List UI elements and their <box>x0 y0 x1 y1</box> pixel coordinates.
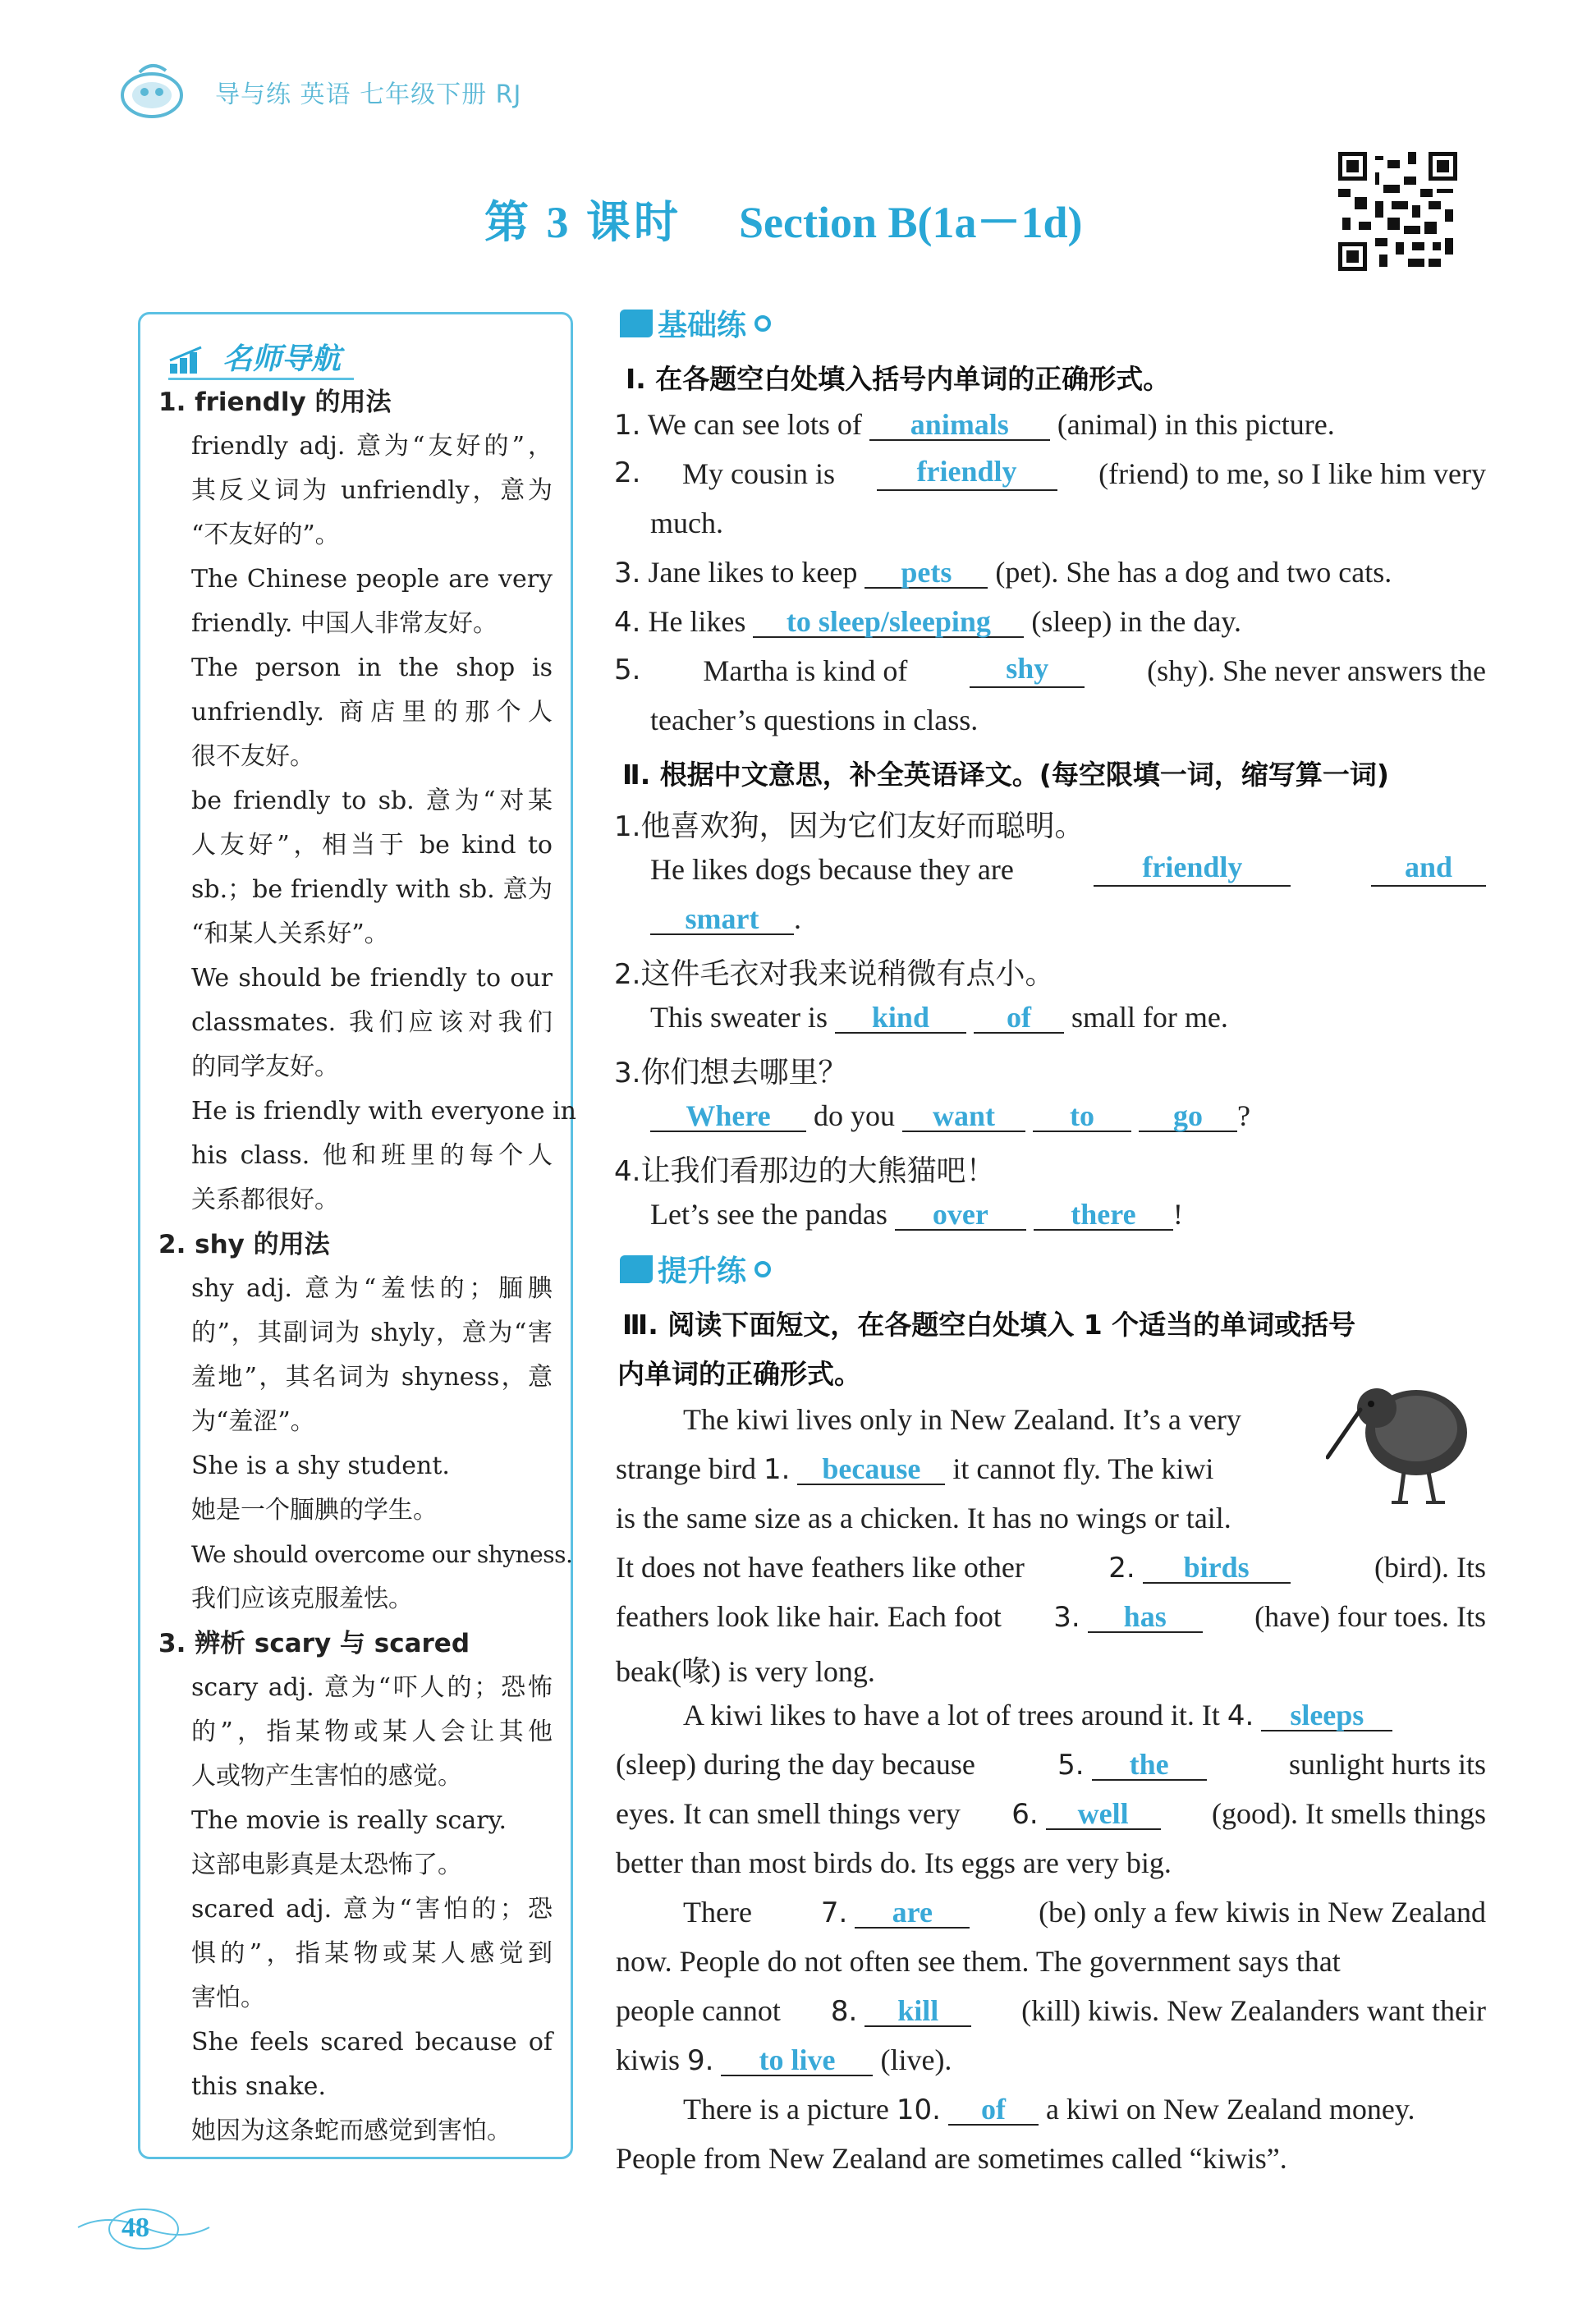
blank-number: 3. <box>1053 1601 1080 1634</box>
guide-line: We should be friendly to our <box>191 964 553 993</box>
advanced-practice-label: 提升练 <box>658 1254 747 1288</box>
chinese-sentence: 这件毛衣对我来说稍微有点小。 <box>640 957 1055 991</box>
guide-line: We should overcome our shyness. <box>191 1541 573 1568</box>
punctuation: ? <box>1237 1099 1250 1132</box>
answer-blank[interactable]: smart <box>650 904 794 935</box>
chinese-sentence: 让我们看那边的大熊猫吧！ <box>640 1154 996 1188</box>
teacher-guide-box <box>138 312 576 2159</box>
lesson-label: 第 3 课时 <box>484 198 681 247</box>
question-text: This sweater is <box>650 1001 828 1034</box>
question-text: (animal) in this picture. <box>1057 408 1335 441</box>
guide-heading-text: 名师导航 <box>222 342 342 376</box>
answer-blank[interactable]: friendly <box>1094 852 1291 887</box>
guide-line: 关系都很好。 <box>191 1186 339 1214</box>
q5-line <box>614 654 1486 688</box>
passage-text: There <box>683 1896 752 1929</box>
q1-line <box>614 407 1335 442</box>
passage-line <box>683 2092 1415 2126</box>
passage-text: A kiwi likes to have a lot of trees around it. It <box>683 1699 1220 1731</box>
guide-line: The movie is really scary. <box>191 1806 507 1835</box>
blank-number: 6. <box>1011 1798 1039 1831</box>
question-number: 1. <box>614 409 641 442</box>
section-marker-icon <box>620 310 653 337</box>
question-text: (shy). She never answers the <box>1147 654 1486 687</box>
blank-number: 1. <box>763 1453 791 1486</box>
passage-text: feathers look like hair. Each foot <box>616 1600 1002 1633</box>
q5-continuation: teacher’s questions in class. <box>650 704 979 736</box>
advanced-practice-heading <box>620 1248 771 1290</box>
passage-line <box>683 1895 1486 1929</box>
passage-text: (sleep) during the day because <box>616 1748 975 1781</box>
passage-text: kiwis <box>616 2043 681 2076</box>
passage-line <box>616 2043 952 2077</box>
part-3-instructions-cont: 内单词的正确形式。 <box>617 1358 861 1390</box>
passage-line <box>616 1747 1486 1782</box>
q4-line <box>614 604 1241 639</box>
part-1-instructions: Ⅰ. 在各题空白处填入括号内单词的正确形式。 <box>626 363 1171 395</box>
passage-text: people cannot <box>616 1994 781 2027</box>
blank-number: 5. <box>1057 1749 1085 1782</box>
page-number <box>74 2204 213 2254</box>
answer-blank[interactable]: kill <box>864 1996 971 2027</box>
t1-chinese <box>614 803 1084 845</box>
mascot-logo-icon <box>115 56 189 130</box>
guide-line: 她因为这条蛇而感觉到害怕。 <box>191 2117 511 2145</box>
guide-line: his class. 他和班里的每个人 <box>191 1141 553 1170</box>
guide-line: be friendly to sb. 意为“对某 <box>191 787 553 815</box>
answer-blank[interactable]: well <box>1046 1799 1161 1830</box>
passage-line: People from New Zealand are sometimes called “kiwis”. <box>616 2142 1287 2175</box>
guide-heading <box>168 336 354 380</box>
answer-blank[interactable]: are <box>855 1897 970 1929</box>
blank-number: 2. <box>1108 1552 1135 1585</box>
question-text: small for me. <box>1071 1001 1228 1034</box>
passage-text: It does not have feathers like other <box>616 1551 1025 1584</box>
guide-line: She feels scared because of <box>191 2028 553 2057</box>
answer-blank[interactable]: want <box>902 1101 1025 1132</box>
part-3-instructions: Ⅲ. 阅读下面短文，在各题空白处填入 1 个适当的单词或括号 <box>622 1309 1356 1341</box>
question-number: 2. <box>614 958 641 991</box>
bar-chart-icon <box>168 346 218 375</box>
guide-line: scary adj. 意为“吓人的；恐怖 <box>191 1673 553 1702</box>
question-text: (pet). She has a dog and two cats. <box>995 556 1392 589</box>
q2-continuation: much. <box>650 507 723 539</box>
passage-text: it cannot fly. The kiwi <box>952 1452 1214 1485</box>
passage-line <box>616 1993 1486 2028</box>
page-number-text: 48 <box>122 2213 149 2243</box>
blank-number: 9. <box>687 2044 714 2077</box>
question-number: 3. <box>614 557 641 589</box>
answer-blank[interactable]: to sleep/sleeping <box>753 607 1024 638</box>
answer-blank[interactable]: because <box>797 1454 945 1485</box>
guide-section-body <box>191 424 576 1222</box>
guide-line: 人友好”，相当于 be kind to <box>191 831 553 860</box>
answer-blank[interactable]: the <box>1092 1750 1207 1781</box>
answer-blank[interactable]: over <box>895 1199 1026 1231</box>
qr-code-icon[interactable] <box>1338 152 1457 271</box>
guide-line: unfriendly. 商店里的那个人 <box>191 698 553 727</box>
question-text: My cousin is <box>682 457 836 490</box>
answer-blank[interactable]: of <box>974 1002 1064 1034</box>
question-text: We can see lots of <box>647 408 862 441</box>
basic-practice-heading <box>620 302 771 344</box>
guide-line: 害怕。 <box>191 1984 265 2012</box>
question-number: 4. <box>614 1155 641 1188</box>
answer-blank[interactable]: go <box>1139 1101 1237 1132</box>
guide-line: friendly adj. 意为“友好的”， <box>191 432 553 461</box>
question-number: 3. <box>614 1057 641 1089</box>
chinese-sentence: 他喜欢狗，因为它们友好而聪明。 <box>640 810 1085 843</box>
guide-line: He is friendly with everyone in <box>191 1097 576 1126</box>
passage-text: There is a picture <box>683 2093 889 2126</box>
punctuation: ! <box>1172 1198 1183 1231</box>
answer-blank[interactable]: there <box>1034 1199 1173 1231</box>
answer-blank[interactable]: sleeps <box>1261 1700 1392 1731</box>
section-marker-icon <box>620 1255 653 1283</box>
answer-blank[interactable]: shy <box>970 654 1085 688</box>
circle-icon <box>754 315 771 332</box>
t3-english <box>650 1098 1250 1133</box>
guide-line: 的”，其副词为 shyly，意为“害 <box>191 1319 553 1347</box>
answer-blank[interactable]: and <box>1371 852 1486 887</box>
passage-text: sunlight hurts its <box>1288 1748 1486 1781</box>
kiwi-bird-image <box>1326 1359 1478 1511</box>
answer-blank[interactable]: birds <box>1143 1553 1291 1584</box>
passage-line <box>616 1452 1213 1486</box>
guide-line: sb.；be friendly with sb. 意为 <box>191 875 553 904</box>
t2-chinese <box>614 951 1054 993</box>
guide-line: 惧的”，指某物或某人感觉到 <box>191 1939 553 1968</box>
running-header <box>123 66 698 115</box>
guide-section-heading: 2. shy 的用法 <box>158 1230 330 1259</box>
basic-practice-label: 基础练 <box>658 309 747 342</box>
answer-blank[interactable]: to live <box>721 2045 873 2076</box>
guide-line: shy adj. 意为“羞怯的；腼腆 <box>191 1274 553 1303</box>
guide-line: 羞地”，其名词为 shyness，意 <box>191 1363 553 1392</box>
passage-text: (good). It smells things <box>1212 1797 1486 1830</box>
guide-line: “不友好的”。 <box>191 521 340 549</box>
guide-section-heading: 3. 辨析 scary 与 scared <box>158 1629 470 1658</box>
guide-line: 她是一个腼腆的学生。 <box>191 1496 438 1525</box>
question-text: Jane likes to keep <box>648 556 858 589</box>
guide-section-body <box>191 1267 573 1621</box>
guide-line: 为“羞涩”。 <box>191 1407 315 1436</box>
passage-line: better than most birds do. Its eggs are very big. <box>616 1846 1172 1879</box>
passage-line <box>683 1698 1392 1732</box>
guide-section-body <box>191 1666 553 2153</box>
question-text: Martha is kind of <box>703 654 908 687</box>
guide-line: 人或物产生害怕的感觉。 <box>191 1762 462 1791</box>
passage-line: now. People do not often see them. The government says that <box>616 1945 1341 1978</box>
passage-line: beak(喙) is very long. <box>616 1655 875 1688</box>
question-text: Let’s see the pandas <box>650 1198 887 1231</box>
guide-line: 其反义词为 unfriendly，意为 <box>191 476 553 505</box>
question-text: (sleep) in the day. <box>1031 605 1241 638</box>
passage-line: The kiwi lives only in New Zealand. It’s a very <box>683 1403 1241 1436</box>
answer-blank[interactable]: kind <box>835 1002 966 1034</box>
passage-line <box>616 1796 1486 1831</box>
answer-blank[interactable]: of <box>948 2094 1039 2126</box>
q3-line <box>614 555 1392 589</box>
guide-section-heading: 1. friendly 的用法 <box>158 388 392 417</box>
q2-line <box>614 456 1486 491</box>
question-number: 1. <box>614 810 641 843</box>
part-2-instructions: Ⅱ. 根据中文意思，补全英语译文。(每空限填一词，缩写算一词) <box>622 759 1389 791</box>
passage-text: (live). <box>880 2043 952 2076</box>
guide-line: 这部电影真是太恐怖了。 <box>191 1851 462 1879</box>
header-text: 导与练 英语 七年级下册 RJ <box>215 80 522 109</box>
answer-blank[interactable]: animals <box>869 410 1050 441</box>
passage-text: (have) four toes. Its <box>1254 1600 1486 1633</box>
guide-line: 我们应该克服羞怯。 <box>191 1585 413 1613</box>
guide-line: friendly. 中国人非常友好。 <box>191 609 498 638</box>
question-text: do you <box>814 1099 895 1132</box>
guide-line: 的”，指某物或某人会让其他 <box>191 1718 553 1746</box>
guide-line: The Chinese people are very <box>191 565 553 594</box>
t4-english <box>650 1197 1183 1231</box>
guide-line: this snake. <box>191 2072 326 2101</box>
section-label: Section B(1a－1d) <box>739 198 1083 247</box>
passage-text: a kiwi on New Zealand money. <box>1045 2093 1415 2126</box>
circle-icon <box>754 1261 771 1277</box>
question-text: He likes <box>648 605 746 638</box>
passage-text: eyes. It can smell things very <box>616 1797 961 1830</box>
answer-blank[interactable]: friendly <box>877 456 1057 491</box>
t2-english <box>650 1000 1228 1034</box>
passage-line <box>616 1550 1486 1585</box>
answer-blank[interactable]: has <box>1088 1602 1203 1633</box>
guide-line: “和某人关系好”。 <box>191 920 389 948</box>
passage-line: is the same size as a chicken. It has no wings or tail. <box>616 1502 1231 1534</box>
blank-number: 4. <box>1227 1699 1254 1732</box>
question-text: He likes dogs because they are <box>650 853 1014 886</box>
guide-line: 的同学友好。 <box>191 1053 339 1081</box>
passage-text: (bird). Its <box>1374 1551 1486 1584</box>
guide-line: The person in the shop is <box>191 654 553 682</box>
t1-english <box>650 852 1486 887</box>
passage-text: strange bird <box>616 1452 756 1485</box>
question-number: 4. <box>614 606 641 639</box>
guide-line: 很不友好。 <box>191 742 314 771</box>
guide-line: classmates. 我们应该对我们 <box>191 1008 553 1037</box>
page-title <box>484 187 1223 253</box>
answer-blank[interactable]: Where <box>650 1101 806 1132</box>
guide-line: She is a shy student. <box>191 1452 450 1480</box>
guide-line: scared adj. 意为“害怕的；恐 <box>191 1895 553 1924</box>
question-number: 2. <box>614 456 641 489</box>
blank-number: 10. <box>896 2094 941 2126</box>
chinese-sentence: 你们想去哪里？ <box>640 1056 848 1089</box>
blank-number: 8. <box>830 1995 858 2028</box>
punctuation: . <box>794 902 801 935</box>
question-number: 5. <box>614 654 641 686</box>
t4-chinese <box>614 1148 995 1190</box>
answer-blank[interactable]: to <box>1033 1101 1131 1132</box>
question-text: (friend) to me, so I like him very <box>1098 457 1486 490</box>
blank-number: 7. <box>820 1897 848 1929</box>
passage-text: (be) only a few kiwis in New Zealand <box>1039 1896 1486 1929</box>
passage-line <box>616 1599 1486 1634</box>
t3-chinese <box>614 1049 847 1091</box>
passage-text: (kill) kiwis. New Zealanders want their <box>1021 1994 1486 2027</box>
answer-blank[interactable]: pets <box>864 557 988 589</box>
t1-english-cont <box>650 901 801 936</box>
